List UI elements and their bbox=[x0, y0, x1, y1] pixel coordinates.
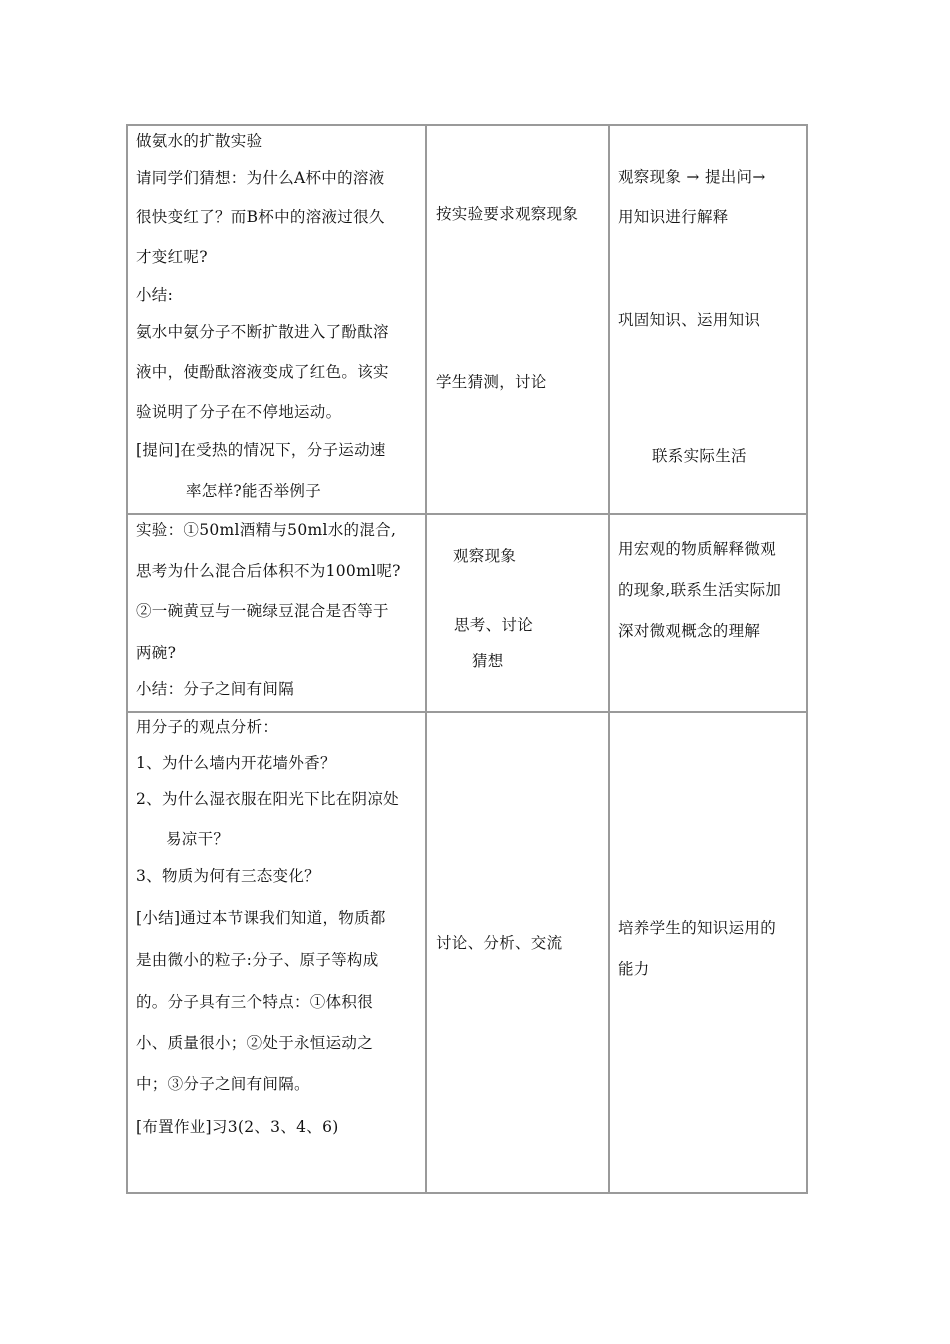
text-line: 思考、讨论 bbox=[454, 616, 534, 634]
text-line: 用分子的观点分析： bbox=[136, 718, 279, 736]
text-line: 讨论、分析、交流 bbox=[436, 934, 563, 952]
table-row bbox=[127, 125, 807, 514]
text-line: 是由微小的粒子:分子、原子等构成 bbox=[136, 951, 379, 969]
table-row bbox=[127, 514, 807, 712]
text-line: 深对微观概念的理解 bbox=[618, 622, 761, 640]
text-line: 3、物质为何有三态变化？ bbox=[136, 867, 320, 885]
text-line: 率怎样?能否举例子 bbox=[186, 482, 322, 500]
text-line: 观察现象 bbox=[453, 547, 517, 565]
design-intent-cell bbox=[609, 514, 807, 712]
text-line: 用宏观的物质解释微观 bbox=[618, 540, 777, 558]
text-line: 培养学生的知识运用的 bbox=[618, 919, 777, 937]
student-activity-cell bbox=[426, 712, 609, 1193]
teacher-activity-cell bbox=[127, 712, 426, 1193]
text-line: 实验：①50ml酒精与50ml水的混合, bbox=[136, 521, 397, 539]
design-intent-cell bbox=[609, 125, 807, 514]
text-line: 请同学们猜想：为什么A杯中的溶液 bbox=[136, 169, 385, 187]
lesson-plan-table bbox=[126, 124, 808, 1194]
text-line: 2、为什么湿衣服在阳光下比在阴凉处 bbox=[136, 790, 399, 808]
text-line: 易凉干？ bbox=[166, 830, 230, 848]
text-line: 小、质量很小；②处于永恒运动之 bbox=[136, 1034, 374, 1052]
text-line: 按实验要求观察现象 bbox=[436, 205, 579, 223]
text-line: 验说明了分子在不停地运动。 bbox=[136, 403, 342, 421]
text-line: 能力 bbox=[618, 960, 650, 978]
text-line: [小结]通过本节课我们知道，物质都 bbox=[136, 909, 386, 927]
text-line: 联系实际生活 bbox=[652, 447, 747, 465]
text-line: 小结: bbox=[136, 286, 174, 304]
text-line: 做氨水的扩散实验 bbox=[136, 132, 263, 150]
text-line: 小结：分子之间有间隔 bbox=[136, 680, 295, 698]
text-line: 用知识进行解释 bbox=[618, 208, 729, 226]
student-activity-cell bbox=[426, 514, 609, 712]
text-line: [布置作业]习3(2、3、4、6) bbox=[136, 1118, 339, 1136]
text-line: 观察现象 → 提出问→ bbox=[618, 168, 766, 186]
text-line: 的。分子具有三个特点：①体积很 bbox=[136, 993, 374, 1011]
text-line: 氨水中氨分子不断扩散进入了酚酞溶 bbox=[136, 323, 389, 341]
text-line: 很快变红了？而B杯中的溶液过很久 bbox=[136, 208, 385, 226]
text-line: 的现象,联系生活实际加 bbox=[618, 581, 782, 599]
teacher-activity-cell bbox=[127, 125, 426, 514]
teacher-activity-cell bbox=[127, 514, 426, 712]
text-line: 巩固知识、运用知识 bbox=[618, 311, 761, 329]
text-line: ②一碗黄豆与一碗绿豆混合是否等于 bbox=[136, 602, 389, 620]
design-intent-cell bbox=[609, 712, 807, 1193]
text-line: 学生猜测，讨论 bbox=[436, 373, 547, 391]
text-line: 1、为什么墙内开花墙外香？ bbox=[136, 754, 336, 772]
text-line: 猜想 bbox=[472, 652, 504, 670]
text-line: [提问]在受热的情况下，分子运动速 bbox=[136, 441, 386, 459]
text-line: 两碗? bbox=[136, 644, 177, 662]
text-line: 才变红呢? bbox=[136, 248, 208, 266]
text-line: 液中，使酚酞溶液变成了红色。该实 bbox=[136, 363, 389, 381]
table-row bbox=[127, 712, 807, 1193]
text-line: 中；③分子之间有间隔。 bbox=[136, 1075, 310, 1093]
student-activity-cell bbox=[426, 125, 609, 514]
text-line: 思考为什么混合后体积不为100ml呢? bbox=[136, 562, 401, 580]
